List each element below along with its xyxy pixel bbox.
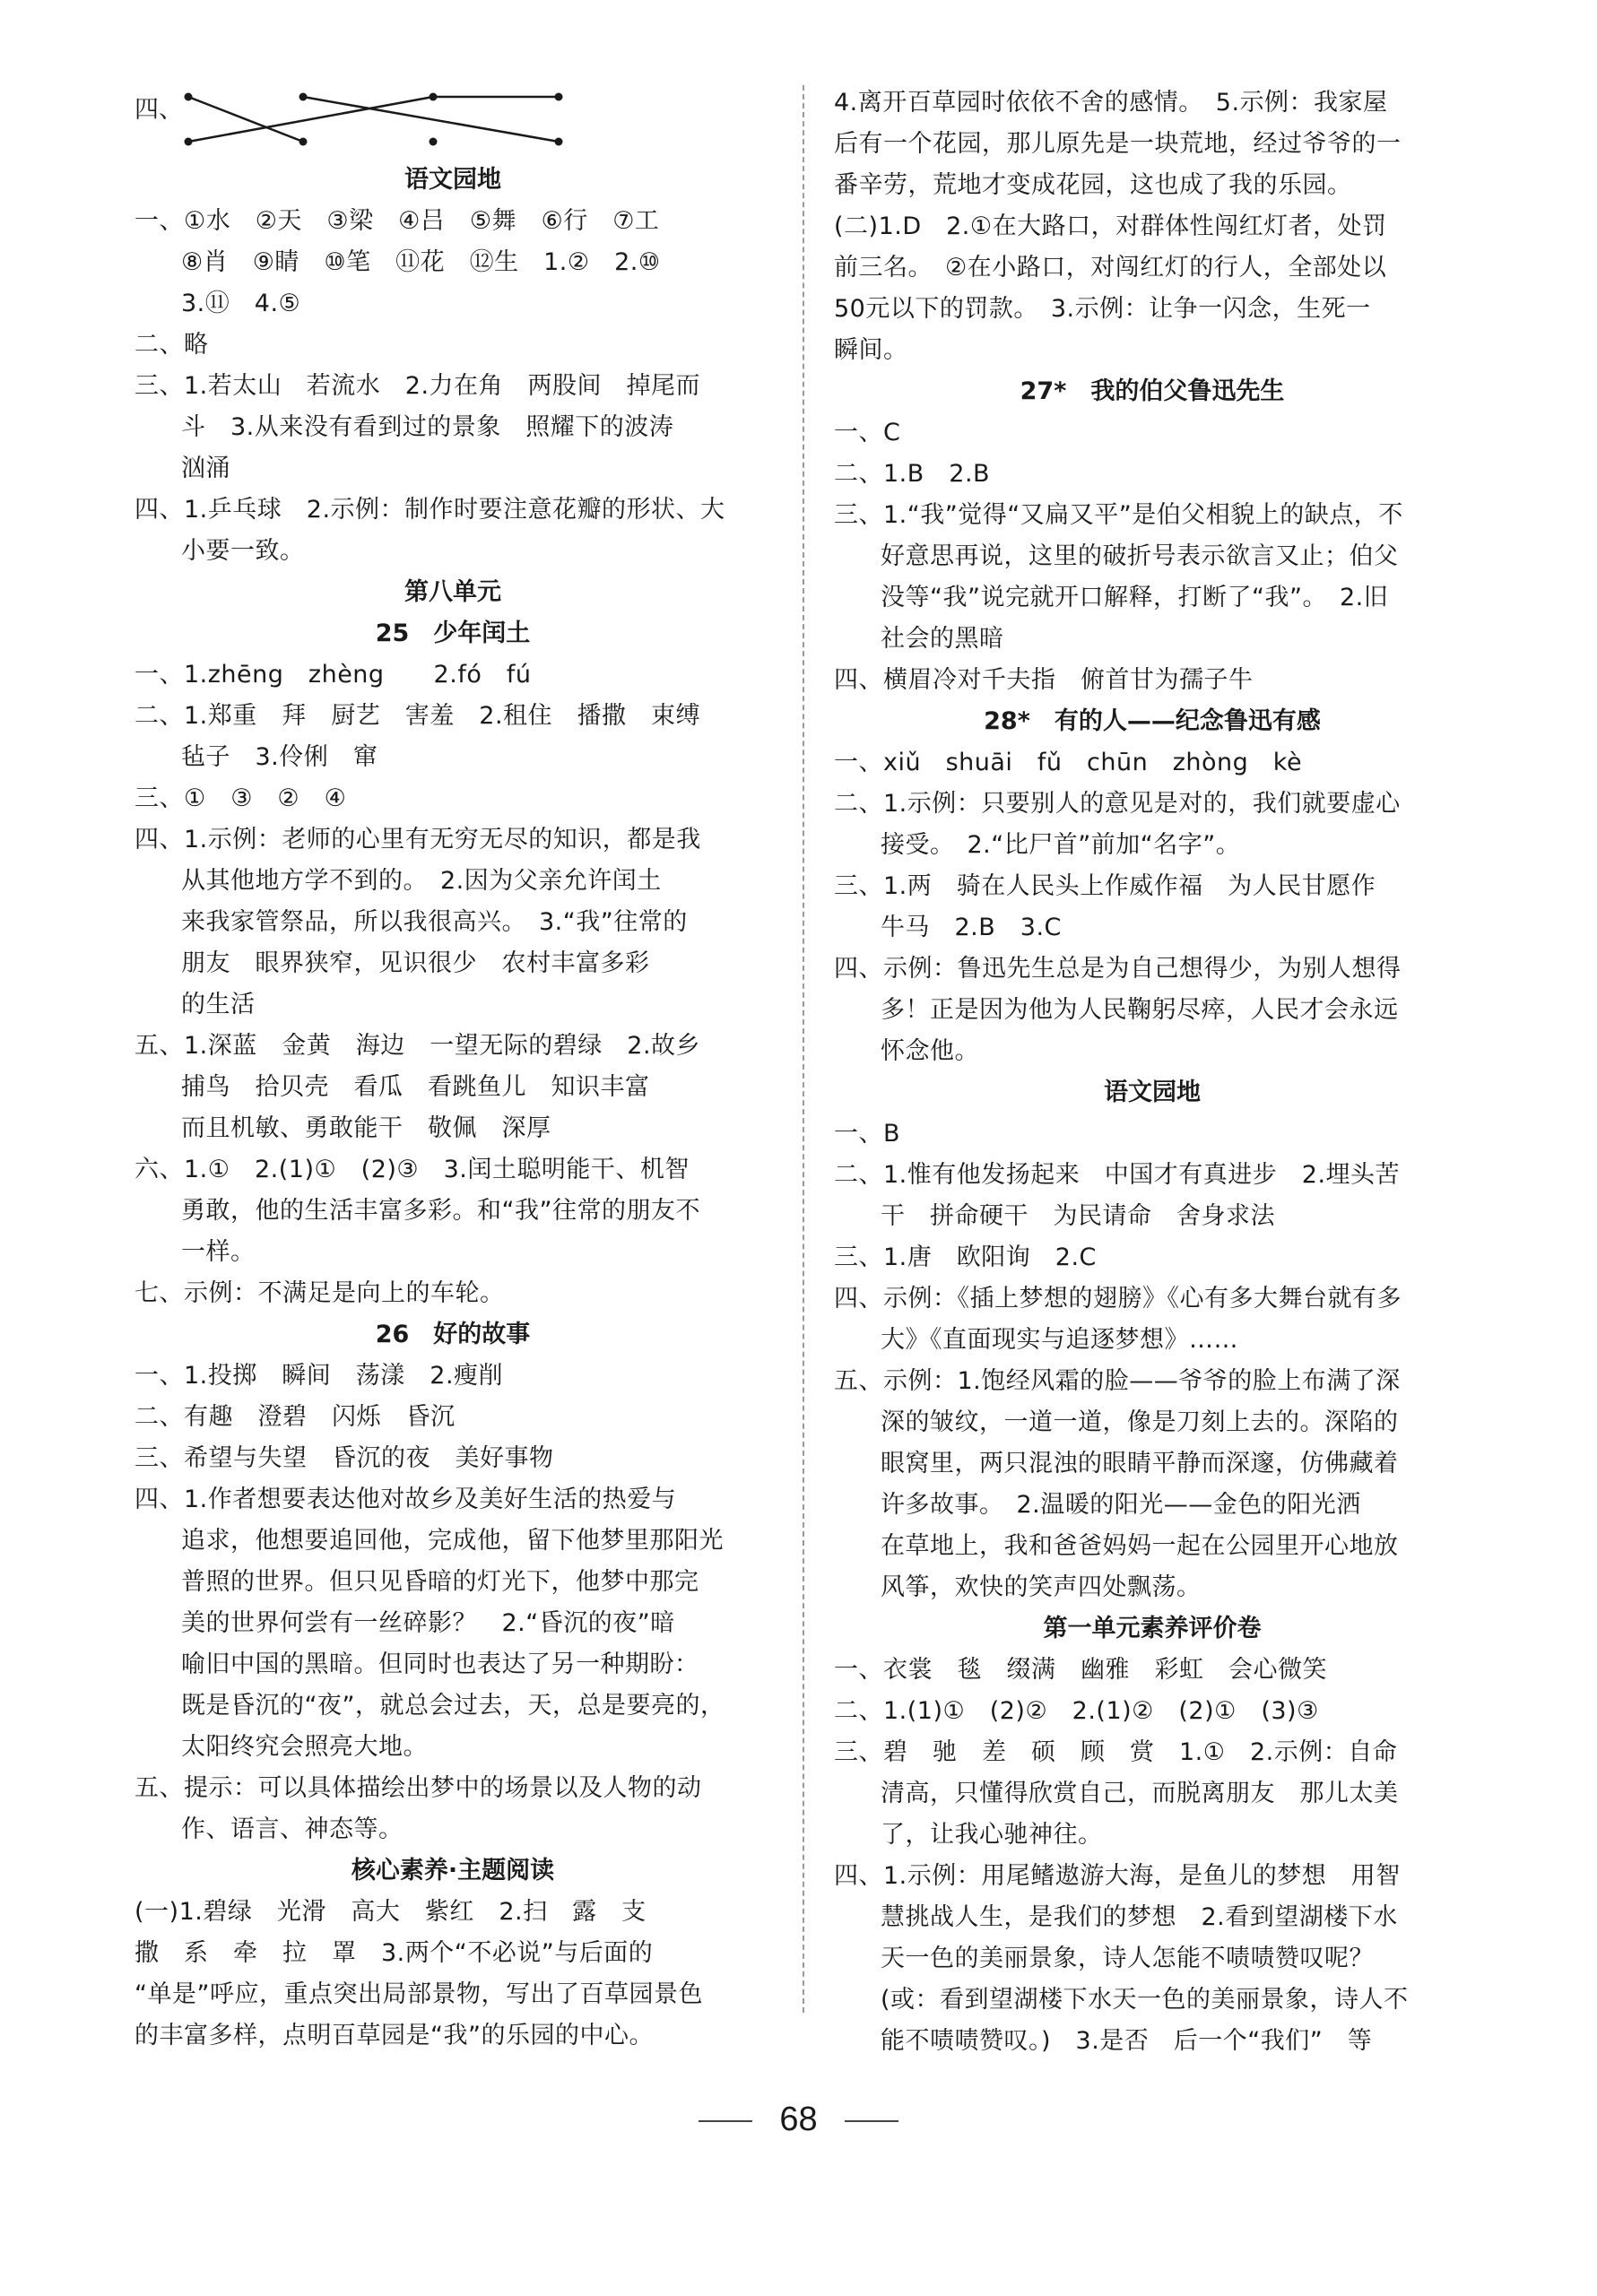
answer-line: 撒 系 牵 拉 罩 3.两个“不必说”与后面的 bbox=[135, 1939, 654, 1967]
right-column bbox=[834, 82, 1471, 2062]
answer-line: 的丰富多样，点明百草园是“我”的乐园的中心。 bbox=[135, 2022, 654, 2049]
answer-line-continued: 勇敢，他的生活丰富多彩。和“我”往常的朋友不 bbox=[181, 1197, 700, 1225]
answer-line-continued: 捕鸟 拾贝壳 看瓜 看跳鱼儿 知识丰富 bbox=[181, 1073, 650, 1101]
answer-line: 五、1.深蓝 金黄 海边 一望无际的碧绿 2.故乡 bbox=[135, 1032, 701, 1060]
answer-line-continued: 太阳终究会照亮大地。 bbox=[181, 1733, 428, 1761]
answer-line: (一)1.碧绿 光滑 高大 紫红 2.扫 露 支 bbox=[135, 1898, 647, 1926]
answer-line: 五、示例：1.饱经风霜的脸——爷爷的脸上布满了深 bbox=[834, 1367, 1401, 1395]
section-heading: 26 好的故事 bbox=[375, 1321, 531, 1348]
section-heading: 第一单元素养评价卷 bbox=[1043, 1615, 1262, 1642]
answer-line-continued: 3.⑪ 4.⑤ bbox=[181, 290, 301, 317]
answer-line: 四、横眉冷对千夫指 俯首甘为孺子牛 bbox=[834, 666, 1254, 694]
answer-line-continued: 深的皱纹，一道一道，像是刀刻上去的。深陷的 bbox=[881, 1408, 1399, 1436]
column-divider bbox=[803, 85, 804, 2013]
answer-line: 后有一个花园，那儿原先是一块荒地，经过爷爷的一 bbox=[834, 130, 1402, 158]
answer-line: 三、碧 驰 差 硕 顾 赏 1.① 2.示例：自命 bbox=[834, 1738, 1398, 1766]
page-number bbox=[0, 2098, 1597, 2141]
answer-line-continued: 汹涌 bbox=[181, 455, 230, 482]
answer-line-continued: 的生活 bbox=[181, 991, 256, 1018]
answer-line-continued: 一样。 bbox=[181, 1238, 256, 1266]
answer-line: 二、1.(1)① (2)② 2.(1)② (2)① (3)③ bbox=[834, 1697, 1319, 1725]
answer-line: (二)1.D 2.①在大路口，对群体性闯红灯者，处罚 bbox=[834, 212, 1387, 240]
answer-line: 一、1.投掷 瞬间 荡漾 2.瘦削 bbox=[135, 1362, 504, 1390]
matching-dot bbox=[185, 138, 193, 146]
answer-line-continued: 许多故事。 2.温暖的阳光——金色的阳光洒 bbox=[881, 1491, 1361, 1519]
answer-line: 二、有趣 澄碧 闪烁 昏沉 bbox=[135, 1403, 456, 1431]
answer-line-continued: 没等“我”说完就开口解释，打断了“我”。 2.旧 bbox=[881, 584, 1389, 611]
answer-line: 五、提示：可以具体描绘出梦中的场景以及人物的动 bbox=[135, 1774, 702, 1802]
answer-line: 瞬间。 bbox=[834, 336, 908, 364]
section-heading: 28* 有的人——纪念鲁迅有感 bbox=[984, 707, 1321, 735]
answer-line-continued: 而且机敏、勇敢能干 敬佩 深厚 bbox=[181, 1114, 551, 1142]
matching-dot bbox=[185, 93, 193, 101]
answer-line-continued: 多！正是因为他为人民鞠躬尽瘁，人民才会永远 bbox=[881, 996, 1399, 1024]
answer-line: 二、略 bbox=[135, 331, 209, 359]
answer-line-continued: 能不啧啧赞叹。) 3.是否 后一个“我们” 等 bbox=[881, 2027, 1373, 2055]
answer-line: 二、1.郑重 拜 厨艺 害羞 2.租住 播撒 束缚 bbox=[135, 702, 701, 730]
answer-line: 三、1.两 骑在人民头上作威作福 为人民甘愿作 bbox=[834, 872, 1376, 900]
answer-line: 一、1.zhēng zhèng 2.fó fú bbox=[135, 661, 532, 689]
matching-dot bbox=[299, 138, 308, 146]
answer-line-continued: 朋友 眼界狭窄，见识很少 农村丰富多彩 bbox=[181, 949, 650, 977]
answer-line: 番辛劳，荒地才变成花园，这也成了我的乐园。 bbox=[834, 171, 1352, 199]
answer-line-continued: 大》《直面现实与追逐梦想》…… bbox=[881, 1326, 1238, 1354]
matching-dot bbox=[430, 138, 438, 146]
page-number-text: 68 bbox=[779, 2101, 818, 2138]
page-number-dash-left bbox=[699, 2120, 752, 2122]
answer-line: 三、1.唐 欧阳询 2.C bbox=[834, 1243, 1097, 1271]
answer-line: 前三名。 ②在小路口，对闯红灯的行人，全部处以 bbox=[834, 254, 1387, 282]
answer-line: 一、①水 ②天 ③梁 ④吕 ⑤舞 ⑥行 ⑦工 bbox=[135, 207, 660, 235]
answer-line: 四、1.示例：用尾鳍遨游大海，是鱼儿的梦想 用智 bbox=[834, 1862, 1401, 1890]
matching-dot bbox=[555, 93, 563, 101]
section-heading: 27* 我的伯父鲁迅先生 bbox=[1020, 377, 1285, 405]
answer-line: 三、① ③ ② ④ bbox=[135, 784, 347, 812]
answer-line-continued: ⑧肖 ⑨睛 ⑩笔 ⑪花 ⑫生 1.② 2.⑩ bbox=[181, 248, 661, 276]
answer-line-continued: 毡子 3.伶俐 窜 bbox=[181, 743, 378, 771]
answer-line-continued: 天一色的美丽景象，诗人怎能不啧啧赞叹呢？ bbox=[881, 1945, 1374, 1972]
answer-line-continued: 追求，他想要追回他，完成他，留下他梦里那阳光 bbox=[181, 1527, 724, 1555]
answer-line: 三、1.若太山 若流水 2.力在角 两股间 掉尾而 bbox=[135, 372, 701, 400]
matching-line bbox=[188, 97, 433, 142]
answer-line-continued: 来我家管祭品，所以我很高兴。 3.“我”往常的 bbox=[181, 908, 688, 936]
answer-line-continued: 美的世界何尝有一丝碎影？ 2.“昏沉的夜”暗 bbox=[181, 1609, 675, 1637]
answer-line: 二、1.惟有他发扬起来 中国才有真进步 2.埋头苦 bbox=[834, 1161, 1401, 1189]
section-heading: 25 少年闰土 bbox=[375, 619, 531, 647]
answer-line-continued: 在草地上，我和爸爸妈妈一起在公园里开心地放 bbox=[881, 1532, 1399, 1560]
matching-line bbox=[188, 97, 303, 142]
section-heading: 语文园地 bbox=[1104, 1079, 1201, 1106]
answer-line: 四、1.乒乓球 2.示例：制作时要注意花瓣的形状、大 bbox=[135, 496, 725, 524]
section-heading: 语文园地 bbox=[404, 166, 501, 194]
answer-line-continued: 牛马 2.B 3.C bbox=[881, 914, 1062, 941]
matching-label: 四、 bbox=[135, 96, 183, 124]
answer-line: 三、希望与失望 昏沉的夜 美好事物 bbox=[135, 1444, 554, 1472]
answer-line: 二、1.B 2.B bbox=[834, 460, 991, 488]
answer-line: 4.离开百草园时依依不舍的感情。 5.示例：我家屋 bbox=[834, 89, 1388, 117]
answer-line-continued: 眼窝里，两只混浊的眼睛平静而深邃，仿佛藏着 bbox=[881, 1450, 1399, 1477]
answer-line-continued: 干 拼命硬干 为民请命 舍身求法 bbox=[881, 1202, 1275, 1230]
answer-line-continued: 既是昏沉的“夜”，就总会过去，天，总是要亮的， bbox=[181, 1692, 725, 1720]
answer-line: 四、示例：《插上梦想的翅膀》《心有多大舞台就有多 bbox=[834, 1285, 1402, 1313]
answer-line: 50元以下的罚款。 3.示例：让争一闪念，生死一 bbox=[834, 295, 1371, 323]
answer-line-continued: 斗 3.从来没有看到过的景象 照耀下的波涛 bbox=[181, 413, 674, 441]
matching-diagram bbox=[135, 82, 771, 160]
answer-line-continued: 社会的黑暗 bbox=[881, 625, 1004, 653]
answer-line: 四、示例：鲁迅先生总是为自己想得少，为别人想得 bbox=[834, 955, 1402, 983]
matching-lines bbox=[178, 82, 572, 160]
answer-line: 一、xiǔ shuāi fǔ chūn zhòng kè bbox=[834, 749, 1303, 776]
answer-line: 一、衣裳 毯 缀满 幽雅 彩虹 会心微笑 bbox=[834, 1656, 1327, 1684]
page-number-dash-right bbox=[845, 2120, 898, 2122]
answer-line: 七、示例：不满足是向上的车轮。 bbox=[135, 1279, 505, 1307]
matching-dot bbox=[555, 138, 563, 146]
answer-line-continued: 作、语言、神态等。 bbox=[181, 1815, 404, 1843]
answer-line-continued: 清高，只懂得欣赏自己，而脱离朋友 那儿太美 bbox=[881, 1780, 1399, 1807]
answer-line: 三、1.“我”觉得“又扁又平”是伯父相貌上的缺点，不 bbox=[834, 501, 1403, 529]
answer-line: 六、1.① 2.(1)① (2)③ 3.闰土聪明能干、机智 bbox=[135, 1156, 690, 1183]
section-heading: 核心素养·主题阅读 bbox=[351, 1857, 555, 1884]
answer-line: “单是”呼应，重点突出局部景物，写出了百草园景色 bbox=[135, 1980, 703, 2008]
matching-dot bbox=[430, 93, 438, 101]
answer-line-continued: 风筝，欢快的笑声四处飘荡。 bbox=[881, 1573, 1202, 1601]
answer-line: 二、1.示例：只要别人的意见是对的，我们就要虚心 bbox=[834, 790, 1401, 818]
answer-line-continued: 慧挑战人生，是我们的梦想 2.看到望湖楼下水 bbox=[881, 1903, 1398, 1931]
answer-line-continued: 喻旧中国的黑暗。但同时也表达了另一种期盼： bbox=[181, 1651, 699, 1678]
answer-line: 一、B bbox=[834, 1120, 901, 1148]
answer-line: 四、1.示例：老师的心里有无穷无尽的知识，都是我 bbox=[135, 826, 701, 853]
matching-dot bbox=[299, 93, 308, 101]
answer-line-continued: 好意思再说，这里的破折号表示欲言又止；伯父 bbox=[881, 542, 1399, 570]
answer-line-continued: 接受。 2.“比尸首”前加“名字”。 bbox=[881, 831, 1241, 859]
answer-line-continued: 小要一致。 bbox=[181, 537, 305, 565]
answer-line: 四、1.作者想要表达他对故乡及美好生活的热爱与 bbox=[135, 1486, 677, 1513]
section-heading: 第八单元 bbox=[404, 578, 501, 606]
answer-line-continued: 怀念他。 bbox=[881, 1037, 979, 1065]
answer-line-continued: 普照的世界。但只见昏暗的灯光下，他梦中那完 bbox=[181, 1568, 699, 1596]
answer-line-continued: 了，让我心驰神往。 bbox=[881, 1821, 1103, 1849]
matching-line bbox=[303, 97, 559, 142]
answer-line-continued: (或：看到望湖楼下水天一色的美丽景象，诗人不 bbox=[881, 1986, 1409, 2014]
answer-line: 一、C bbox=[834, 419, 901, 446]
answer-line-continued: 从其他地方学不到的。 2.因为父亲允许闰土 bbox=[181, 867, 662, 895]
left-column bbox=[135, 82, 771, 2057]
